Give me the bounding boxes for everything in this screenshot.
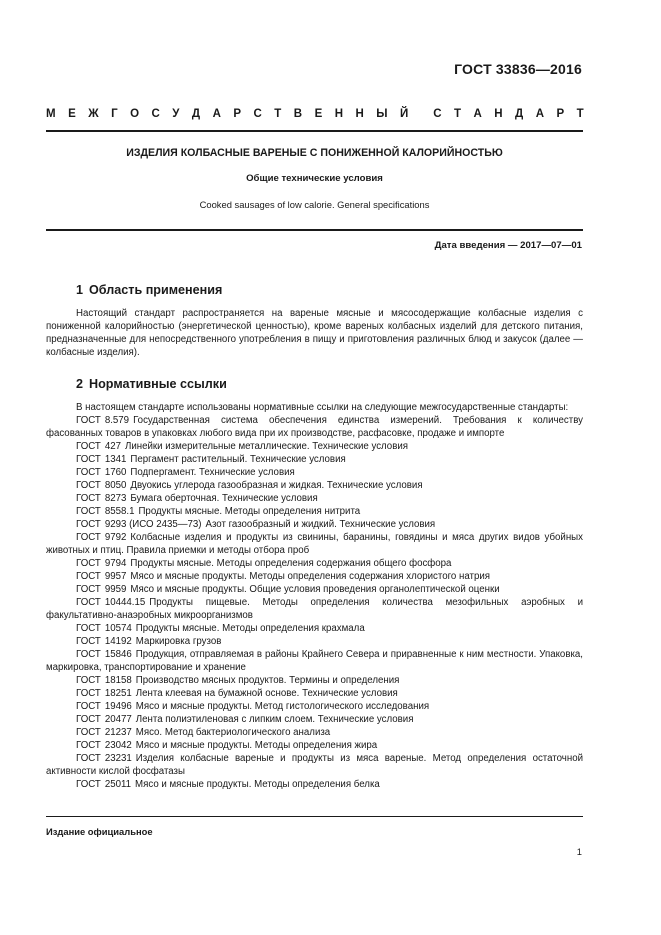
page-number: 1 [576, 846, 582, 857]
reference-code: 8558.1 [104, 506, 135, 517]
document-title-english: Cooked sausages of low calorie. General specifications [199, 199, 430, 210]
reference-code: 23231 [104, 753, 132, 764]
banner-letter: С [151, 108, 160, 120]
reference-code: 14192 [104, 636, 132, 647]
reference-item [46, 557, 583, 570]
reference-prefix: ГОСТ [76, 441, 101, 452]
reference-code: 9959 [104, 584, 127, 595]
reference-prefix: ГОСТ [76, 675, 101, 686]
reference-prefix: ГОСТ [76, 506, 101, 517]
banner-letter: Н [334, 108, 344, 120]
section-2-heading [76, 377, 227, 391]
reference-code: 23042 [104, 740, 132, 751]
reference-prefix: ГОСТ [76, 740, 101, 751]
reference-title: Мясо и мясные продукты. Методы определения содержания хлористого натрия [130, 571, 491, 582]
banner-letter: Р [233, 108, 242, 120]
reference-title: Маркировка грузов [135, 636, 222, 647]
reference-code: 18158 [104, 675, 132, 686]
reference-item [46, 752, 583, 778]
banner-letter: У [172, 108, 180, 120]
reference-prefix: ГОСТ [76, 519, 101, 530]
banner-letter: С [253, 108, 262, 120]
reference-item [46, 596, 583, 622]
banner-letter: М [46, 108, 56, 120]
banner-letter: А [535, 108, 545, 120]
banner-letter: Т [576, 108, 584, 120]
standard-code: ГОСТ 33836—2016 [454, 61, 582, 77]
introduction-date: Дата введения — 2017—07—01 [434, 240, 582, 251]
banner-letter: Д [191, 108, 201, 120]
reference-prefix: ГОСТ [76, 649, 101, 660]
reference-item [46, 453, 583, 466]
reference-prefix: ГОСТ [76, 467, 101, 478]
reference-title: Бумага оберточная. Технические условия [130, 493, 318, 504]
reference-title: Подпергамент. Технические условия [130, 467, 295, 478]
reference-item [46, 778, 583, 791]
section-2-number: 2 [76, 377, 84, 391]
banner-letter: Г [111, 108, 118, 120]
section-1-title: Область применения [89, 283, 223, 297]
reference-item [46, 492, 583, 505]
reference-prefix: ГОСТ [76, 753, 101, 764]
document-title: ИЗДЕЛИЯ КОЛБАСНЫЕ ВАРЕНЫЕ С ПОНИЖЕННОЙ КАЛОРИЙНОСТЬЮ [126, 147, 503, 159]
reference-prefix: ГОСТ [76, 558, 101, 569]
reference-title: Государственная система обеспечения единства измерений. Требования к количеству фасованных товаров в упаковках любого вида при их производстве, расфасовке, продаже и импорте [46, 415, 583, 439]
banner-letter: Ж [88, 108, 99, 120]
reference-prefix: ГОСТ [76, 571, 101, 582]
banner-letter: Е [314, 108, 323, 120]
section-1-paragraph: Настоящий стандарт распространяется на вареные мясные и мясосодержащие колбасные изделия с пониженной калорийностью (энергетической ценностью), кроме вареных колбасных изделий для детского питания, предназначенные для непосредственного употребления в пищу и приготовления различных блюд и закусок (далее — колбасные изделия). [46, 308, 583, 358]
section-1-body [46, 307, 583, 359]
footer-rule [46, 816, 583, 817]
reference-code: 1341 [104, 454, 127, 465]
reference-title: Колбасные изделия и продукты из свинины, баранины, говядины и мяса других видов убойных животных и птиц. Правила приемки и методы отбора проб [46, 532, 583, 556]
reference-title: Продукты мясные. Методы определения содержания общего фосфора [130, 558, 452, 569]
reference-code: 1760 [104, 467, 127, 478]
reference-item [46, 531, 583, 557]
reference-item [46, 518, 583, 531]
reference-title: Продукты мясные. Методы определения крахмала [135, 623, 365, 634]
reference-prefix: ГОСТ [76, 636, 101, 647]
interstate-standard-banner [46, 108, 584, 120]
reference-item [46, 466, 583, 479]
reference-item [46, 414, 583, 440]
reference-prefix: ГОСТ [76, 493, 101, 504]
reference-code: 15846 [104, 649, 132, 660]
reference-code: 9957 [104, 571, 127, 582]
reference-item [46, 674, 583, 687]
reference-prefix: ГОСТ [76, 415, 101, 426]
banner-letter: В [293, 108, 303, 120]
reference-title: Продукты пищевые. Методы определения количества мезофильных аэробных и факультативно-анаэробных микроорганизмов [46, 597, 583, 621]
banner-letter: Н [494, 108, 503, 120]
normative-references-list [46, 414, 583, 791]
reference-prefix: ГОСТ [76, 597, 101, 608]
reference-prefix: ГОСТ [76, 480, 101, 491]
banner-letter: А [212, 108, 221, 120]
banner-letter: Ы [376, 108, 388, 120]
banner-letter: Е [68, 108, 76, 120]
section-2-intro: В настоящем стандарте использованы нормативные ссылки на следующие межгосударственные стандарты: [76, 402, 569, 413]
reference-title: Продукция, отправляемая в районы Крайнего Севера и приравненные к ним местности. Упаковка, маркировка, транспортирование и хранение [46, 649, 583, 673]
reference-item [46, 505, 583, 518]
reference-item [46, 700, 583, 713]
reference-code: 18251 [104, 688, 132, 699]
reference-title: Двуокись углерода газообразная и жидкая. Технические условия [130, 480, 423, 491]
reference-title: Изделия колбасные вареные и продукты из мяса вареные. Метод определения остаточной активности кислой фосфатазы [46, 753, 583, 777]
reference-prefix: ГОСТ [76, 688, 101, 699]
reference-title: Мясо. Метод бактериологического анализа [135, 727, 331, 738]
reference-prefix: ГОСТ [76, 701, 101, 712]
banner-letter: С [433, 108, 442, 120]
reference-prefix: ГОСТ [76, 584, 101, 595]
reference-code: 10444.15 [104, 597, 146, 608]
reference-item [46, 440, 583, 453]
reference-item [46, 635, 583, 648]
title-bottom-rule [46, 229, 583, 231]
reference-title: Лента полиэтиленовая с липким слоем. Технические условия [135, 714, 414, 725]
reference-item [46, 726, 583, 739]
banner-letter: А [473, 108, 482, 120]
reference-item [46, 687, 583, 700]
reference-code: 19496 [104, 701, 132, 712]
reference-title: Лента клеевая на бумажной основе. Технические условия [135, 688, 398, 699]
reference-title: Мясо и мясные продукты. Методы определения белка [135, 779, 380, 790]
reference-item [46, 570, 583, 583]
reference-prefix: ГОСТ [76, 714, 101, 725]
section-2-body [46, 401, 583, 791]
document-subtitle: Общие технические условия [246, 173, 383, 184]
reference-code: 427 [104, 441, 121, 452]
banner-letter: Й [400, 108, 409, 120]
banner-letter: Н [355, 108, 364, 120]
reference-title: Пергамент растительный. Технические условия [130, 454, 346, 465]
banner-letter: Т [453, 108, 462, 120]
reference-item [46, 622, 583, 635]
section-1-heading [76, 283, 222, 297]
reference-code: 8.579 [104, 415, 130, 426]
reference-title: Производство мясных продуктов. Термины и определения [135, 675, 400, 686]
banner-letter: Т [274, 108, 282, 120]
reference-prefix: ГОСТ [76, 454, 101, 465]
reference-code: 9293 (ИСО 2435—73) [104, 519, 202, 530]
reference-code: 8273 [104, 493, 127, 504]
section-2-title: Нормативные ссылки [89, 377, 227, 391]
reference-prefix: ГОСТ [76, 532, 101, 543]
reference-item [46, 739, 583, 752]
reference-title: Азот газообразный и жидкий. Технические условия [205, 519, 436, 530]
reference-item [46, 583, 583, 596]
reference-title: Мясо и мясные продукты. Метод гистологического исследования [135, 701, 430, 712]
section-1-number: 1 [76, 283, 84, 297]
top-rule [46, 130, 583, 132]
reference-code: 20477 [104, 714, 132, 725]
reference-code: 10574 [104, 623, 132, 634]
banner-letter: Д [515, 108, 524, 120]
reference-title: Мясо и мясные продукты. Методы определения жира [135, 740, 378, 751]
reference-title: Линейки измерительные металлические. Технические условия [125, 441, 408, 452]
banner-letter: О [130, 108, 140, 120]
reference-prefix: ГОСТ [76, 727, 101, 738]
banner-letter: Р [556, 108, 565, 120]
reference-prefix: ГОСТ [76, 623, 101, 634]
reference-code: 8050 [104, 480, 127, 491]
reference-item [46, 713, 583, 726]
reference-code: 25011 [104, 779, 132, 790]
reference-title: Продукты мясные. Методы определения нитрита [138, 506, 361, 517]
reference-prefix: ГОСТ [76, 779, 101, 790]
reference-code: 21237 [104, 727, 132, 738]
reference-code: 9792 [104, 532, 127, 543]
reference-item [46, 479, 583, 492]
reference-title: Мясо и мясные продукты. Общие условия проведения органолептической оценки [130, 584, 500, 595]
reference-item [46, 648, 583, 674]
official-edition-label: Издание официальное [46, 826, 153, 837]
reference-code: 9794 [104, 558, 127, 569]
